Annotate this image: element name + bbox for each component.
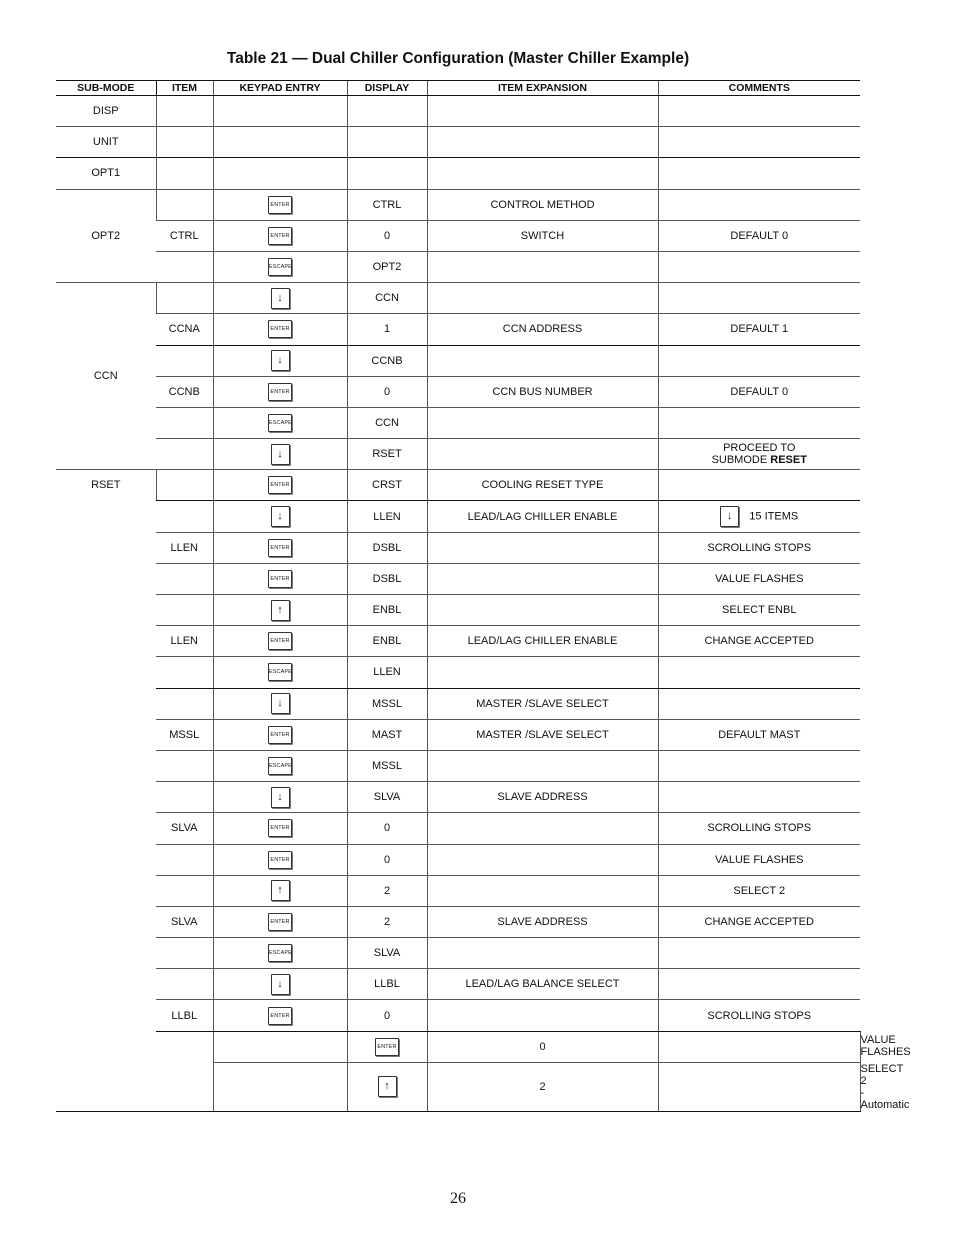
item-cell xyxy=(156,782,213,813)
keypad-cell xyxy=(213,407,347,438)
table-row xyxy=(56,220,860,251)
expansion-cell xyxy=(427,844,658,875)
comment-cell xyxy=(658,470,860,501)
expansion-cell: COOLING RESET TYPE xyxy=(427,470,658,501)
comment-cell xyxy=(658,657,860,688)
expansion-cell: LEAD/LAG CHILLER ENABLE xyxy=(427,501,658,532)
comment-cell: VALUE FLASHES xyxy=(658,844,860,875)
comment-cell xyxy=(658,969,860,1000)
expansion-cell xyxy=(427,938,658,969)
header-sub-mode: SUB-MODE xyxy=(56,81,156,96)
comment-cell: SCROLLING STOPS xyxy=(658,532,860,563)
table-row xyxy=(56,595,860,626)
display-cell: LLEN xyxy=(347,657,427,688)
item-cell: LLBL xyxy=(156,1000,213,1031)
expansion-cell xyxy=(427,813,658,844)
item-cell xyxy=(156,844,213,875)
item-cell: SLVA xyxy=(156,813,213,844)
table-row xyxy=(56,532,860,563)
display-cell: SLVA xyxy=(347,938,427,969)
escape-key-icon: ESCAPE xyxy=(268,944,292,962)
table-row xyxy=(56,470,860,501)
keypad-cell xyxy=(213,750,347,781)
item-cell xyxy=(156,251,213,282)
expansion-cell xyxy=(427,1000,658,1031)
table-row xyxy=(56,938,860,969)
expansion-cell: SLAVE ADDRESS xyxy=(427,782,658,813)
table-row xyxy=(56,626,860,657)
keypad-cell xyxy=(213,782,347,813)
enter-key-icon: ENTER xyxy=(268,476,292,494)
item-cell xyxy=(156,470,213,501)
table-row xyxy=(56,345,860,376)
display-cell: ENBL xyxy=(347,626,427,657)
expansion-cell xyxy=(427,439,658,470)
item-cell xyxy=(156,189,213,220)
item-cell: SLVA xyxy=(156,906,213,937)
down-arrow-key-icon: ↓ xyxy=(271,506,290,527)
display-cell: 0 xyxy=(347,376,427,407)
table-row xyxy=(56,189,860,220)
item-cell xyxy=(156,345,213,376)
submode-cell: DISP xyxy=(56,96,156,127)
keypad-cell xyxy=(213,532,347,563)
item-cell: CTRL xyxy=(156,220,213,251)
header-item-expansion: ITEM EXPANSION xyxy=(427,81,658,96)
table-row xyxy=(56,657,860,688)
submode-cell: OPT1 xyxy=(56,158,156,189)
comment-cell xyxy=(658,407,860,438)
enter-key-icon: ENTER xyxy=(268,1007,292,1025)
item-cell: LLEN xyxy=(156,626,213,657)
expansion-cell: CCN ADDRESS xyxy=(427,314,658,345)
display-cell: MSSL xyxy=(347,750,427,781)
display-cell: 2 xyxy=(347,906,427,937)
comment-cell xyxy=(658,251,860,282)
submode-cell xyxy=(156,1062,213,1111)
table-row xyxy=(56,844,860,875)
comment-cell xyxy=(658,782,860,813)
comment-proceed-line2: SUBMODE xyxy=(711,454,771,467)
table-row xyxy=(56,688,860,719)
keypad-cell xyxy=(213,96,347,127)
header-keypad-entry: KEYPAD ENTRY xyxy=(213,81,347,96)
display-cell: ENBL xyxy=(347,595,427,626)
table-row xyxy=(56,750,860,781)
table-row: ENTER 0 VALUE FLASHES xyxy=(56,1031,860,1062)
item-cell xyxy=(213,1031,347,1062)
expansion-cell xyxy=(427,407,658,438)
table-row xyxy=(56,251,860,282)
comment-cell xyxy=(658,283,860,314)
display-cell: DSBL xyxy=(347,532,427,563)
expansion-cell xyxy=(658,1031,860,1062)
display-cell: DSBL xyxy=(347,563,427,594)
up-arrow-key-icon: ↑ xyxy=(271,880,290,901)
submode-cell xyxy=(156,1031,213,1062)
table-row xyxy=(56,158,860,189)
comment-proceed-line1: PROCEED TO xyxy=(723,442,796,455)
expansion-cell xyxy=(427,251,658,282)
display-cell: 0 xyxy=(347,220,427,251)
display-cell: CTRL xyxy=(347,189,427,220)
item-cell: LLEN xyxy=(156,532,213,563)
keypad-cell xyxy=(213,938,347,969)
up-arrow-key-icon: ↑ xyxy=(271,600,290,621)
keypad-cell xyxy=(213,470,347,501)
item-cell xyxy=(156,96,213,127)
display-cell: SLVA xyxy=(347,782,427,813)
keypad-cell xyxy=(213,813,347,844)
comment-cell xyxy=(658,938,860,969)
keypad-cell xyxy=(347,1062,427,1111)
item-cell xyxy=(156,158,213,189)
comment-cell: DEFAULT 0 xyxy=(658,220,860,251)
display-cell: CCNB xyxy=(347,345,427,376)
table-row xyxy=(56,314,860,345)
escape-key-icon: ESCAPE xyxy=(268,414,292,432)
submode-cell: OPT2 xyxy=(56,189,156,283)
table-row xyxy=(56,563,860,594)
comment-cell: CHANGE ACCEPTED xyxy=(658,626,860,657)
item-cell xyxy=(156,439,213,470)
comment-cell xyxy=(658,345,860,376)
comment-cell: DEFAULT MAST xyxy=(658,719,860,750)
item-cell xyxy=(156,657,213,688)
keypad-cell xyxy=(213,501,347,532)
expansion-cell xyxy=(427,158,658,189)
comment-cell xyxy=(658,501,860,532)
item-cell xyxy=(156,875,213,906)
submode-cell: RSET xyxy=(56,470,156,1112)
escape-key-icon: ESCAPE xyxy=(268,757,292,775)
expansion-cell: SWITCH xyxy=(427,220,658,251)
expansion-cell xyxy=(427,532,658,563)
keypad-cell xyxy=(213,189,347,220)
table-row xyxy=(56,906,860,937)
keypad-cell xyxy=(213,688,347,719)
comment-cell xyxy=(658,96,860,127)
expansion-cell: LEAD/LAG BALANCE SELECT xyxy=(427,969,658,1000)
expansion-cell xyxy=(427,283,658,314)
item-cell xyxy=(156,407,213,438)
expansion-cell xyxy=(427,875,658,906)
comment-cell xyxy=(658,688,860,719)
item-cell: CCNB xyxy=(156,376,213,407)
submode-cell: UNIT xyxy=(56,127,156,158)
table-title: Table 21 — Dual Chiller Configuration (Master Chiller Example) xyxy=(226,50,690,67)
table-row xyxy=(56,813,860,844)
display-cell: OPT2 xyxy=(347,251,427,282)
display-cell: LLBL xyxy=(347,969,427,1000)
display-cell: CCN xyxy=(347,283,427,314)
enter-key-icon: ENTER xyxy=(268,819,292,837)
keypad-cell xyxy=(213,875,347,906)
table-header-row xyxy=(56,81,860,96)
table-row xyxy=(56,96,860,127)
table-row xyxy=(56,1000,860,1031)
comment-cell: DEFAULT 1 xyxy=(658,314,860,345)
expansion-cell xyxy=(658,1062,860,1111)
display-cell xyxy=(347,96,427,127)
enter-key-icon: ENTER xyxy=(268,196,292,214)
down-arrow-key-icon: ↓ xyxy=(271,693,290,714)
header-item: ITEM xyxy=(156,81,213,96)
item-cell: MSSL xyxy=(156,719,213,750)
keypad-cell xyxy=(213,844,347,875)
header-comments: COMMENTS xyxy=(658,81,860,96)
down-arrow-key-icon: ↓ xyxy=(271,350,290,371)
keypad-cell xyxy=(213,626,347,657)
item-cell xyxy=(156,127,213,158)
keypad-cell xyxy=(213,158,347,189)
keypad-cell xyxy=(213,595,347,626)
expansion-cell xyxy=(427,563,658,594)
keypad-cell xyxy=(347,1031,427,1062)
display-cell: LLEN xyxy=(347,501,427,532)
display-cell: MSSL xyxy=(347,688,427,719)
display-cell: 2 xyxy=(427,1062,658,1111)
up-arrow-key-icon: ↑ xyxy=(378,1076,397,1097)
item-cell xyxy=(156,563,213,594)
page-number: 26 xyxy=(450,1190,466,1207)
keypad-cell xyxy=(213,376,347,407)
item-cell xyxy=(156,595,213,626)
display-cell xyxy=(347,127,427,158)
comment-cell: SELECT ENBL xyxy=(658,595,860,626)
comment-15-items: 15 ITEMS xyxy=(749,510,799,523)
keypad-cell xyxy=(213,657,347,688)
keypad-cell xyxy=(213,1000,347,1031)
comment-cell xyxy=(658,439,860,470)
comment-cell: CHANGE ACCEPTED xyxy=(658,906,860,937)
item-cell xyxy=(156,938,213,969)
expansion-cell: MASTER /SLAVE SELECT xyxy=(427,719,658,750)
display-cell: 0 xyxy=(347,1000,427,1031)
enter-key-icon: ENTER xyxy=(268,913,292,931)
comment-cell: SCROLLING STOPS xyxy=(658,1000,860,1031)
down-arrow-key-icon: ↓ xyxy=(271,974,290,995)
expansion-cell xyxy=(427,127,658,158)
display-cell: 0 xyxy=(347,813,427,844)
item-cell xyxy=(156,688,213,719)
enter-key-icon: ENTER xyxy=(268,632,292,650)
table-row xyxy=(56,875,860,906)
comment-cell xyxy=(658,189,860,220)
expansion-cell xyxy=(427,750,658,781)
enter-key-icon: ENTER xyxy=(268,851,292,869)
expansion-cell xyxy=(427,595,658,626)
down-arrow-key-icon: ↓ xyxy=(271,787,290,808)
down-arrow-key-icon: ↓ xyxy=(720,506,739,527)
display-cell: CRST xyxy=(347,470,427,501)
expansion-cell: CONTROL METHOD xyxy=(427,189,658,220)
item-cell xyxy=(156,750,213,781)
escape-key-icon: ESCAPE xyxy=(268,663,292,681)
table-row xyxy=(56,127,860,158)
dual-chiller-config-table xyxy=(56,80,911,1112)
comment-cell: DEFAULT 0 xyxy=(658,376,860,407)
down-arrow-key-icon: ↓ xyxy=(271,444,290,465)
display-cell: CCN xyxy=(347,407,427,438)
expansion-cell xyxy=(427,657,658,688)
table-row xyxy=(56,969,860,1000)
keypad-cell xyxy=(213,345,347,376)
submode-cell: CCN xyxy=(56,283,156,470)
comment-cell xyxy=(658,750,860,781)
display-cell: 2 xyxy=(347,875,427,906)
display-cell: 0 xyxy=(347,844,427,875)
table-row: ↑ 2 SELECT 2 - Automatic xyxy=(56,1062,860,1111)
expansion-cell xyxy=(427,345,658,376)
keypad-cell xyxy=(213,563,347,594)
keypad-cell xyxy=(213,906,347,937)
keypad-cell xyxy=(213,220,347,251)
item-cell: CCNA xyxy=(156,314,213,345)
enter-key-icon: ENTER xyxy=(268,570,292,588)
table-row xyxy=(56,719,860,750)
display-cell: RSET xyxy=(347,439,427,470)
comment-proceed-bold: RESET xyxy=(770,454,807,467)
header-display: DISPLAY xyxy=(347,81,427,96)
expansion-cell: CCN BUS NUMBER xyxy=(427,376,658,407)
table-row xyxy=(56,501,860,532)
down-arrow-key-icon: ↓ xyxy=(271,288,290,309)
keypad-cell xyxy=(213,314,347,345)
enter-key-icon: ENTER xyxy=(375,1038,399,1056)
item-cell xyxy=(156,283,213,314)
keypad-cell xyxy=(213,969,347,1000)
comment-cell xyxy=(658,158,860,189)
keypad-cell xyxy=(213,283,347,314)
display-cell: 1 xyxy=(347,314,427,345)
enter-key-icon: ENTER xyxy=(268,227,292,245)
keypad-cell xyxy=(213,127,347,158)
escape-key-icon: ESCAPE xyxy=(268,258,292,276)
item-cell xyxy=(156,501,213,532)
comment-cell: SCROLLING STOPS xyxy=(658,813,860,844)
enter-key-icon: ENTER xyxy=(268,383,292,401)
table-row xyxy=(56,283,860,314)
keypad-cell xyxy=(213,439,347,470)
expansion-cell: LEAD/LAG CHILLER ENABLE xyxy=(427,626,658,657)
expansion-cell: MASTER /SLAVE SELECT xyxy=(427,688,658,719)
enter-key-icon: ENTER xyxy=(268,320,292,338)
expansion-cell: SLAVE ADDRESS xyxy=(427,906,658,937)
table-row xyxy=(56,782,860,813)
expansion-cell xyxy=(427,96,658,127)
comment-cell: VALUE FLASHES xyxy=(658,563,860,594)
enter-key-icon: ENTER xyxy=(268,539,292,557)
display-cell xyxy=(347,158,427,189)
display-cell: 0 xyxy=(427,1031,658,1062)
item-cell xyxy=(213,1062,347,1111)
keypad-cell xyxy=(213,719,347,750)
keypad-cell xyxy=(213,251,347,282)
table-row xyxy=(56,407,860,438)
table-row xyxy=(56,376,860,407)
comment-cell: SELECT 2 xyxy=(658,875,860,906)
table-row xyxy=(56,439,860,470)
display-cell: MAST xyxy=(347,719,427,750)
enter-key-icon: ENTER xyxy=(268,726,292,744)
item-cell xyxy=(156,969,213,1000)
comment-cell xyxy=(658,127,860,158)
